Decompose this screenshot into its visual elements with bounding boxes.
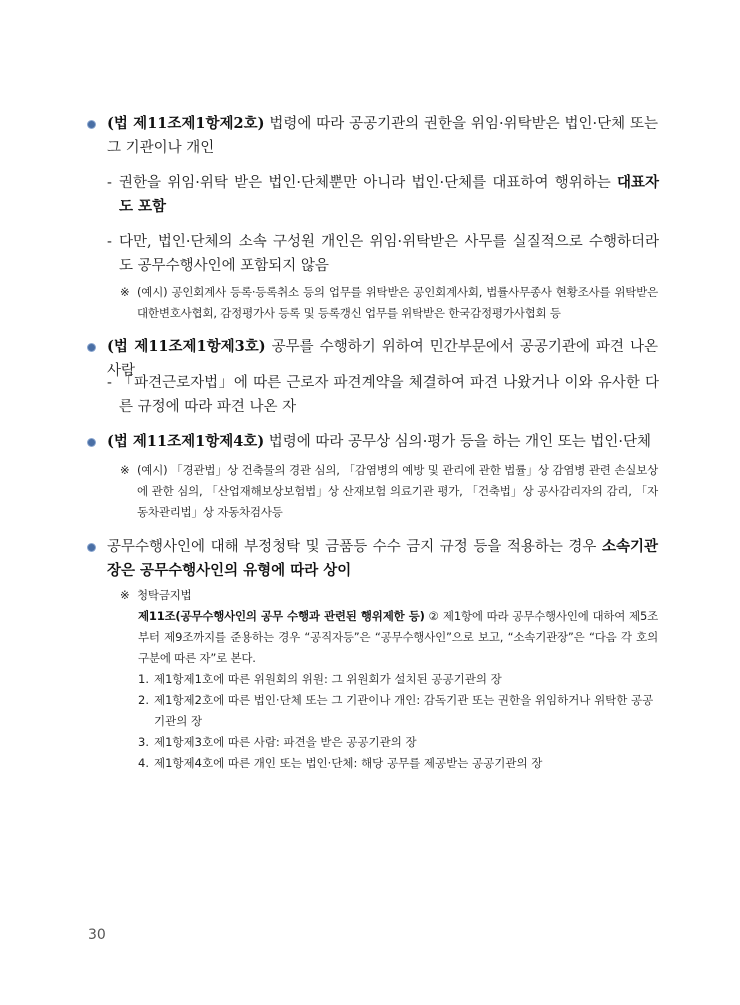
law-item	[138, 669, 658, 690]
dash-text: 「파견근로자법」에 따른 근로자 파견계약을 체결하여 파견 나왔거나 이와 유사한 다른 규정에 따라 파견 나온 자	[119, 375, 659, 415]
dash-text: 다만, 법인·단체의 소속 구성원 개인은 위임·위탁받은 사무를 실질적으로 수행하더라도 공무수행사인에 포함되지 않음	[119, 234, 659, 274]
law-reference: (법 제11조제1항제4호)	[107, 433, 265, 450]
section-1-dash-2	[107, 230, 659, 278]
bullet-description: 법령에 따라 공공기관의 권한을 위임·위탁받은 법인·단체 또는 그 기관이나 개인	[107, 116, 658, 156]
bullet-description: 공무수행사인에 대해 부정청탁 및 금품등 수수 금지 규정 등을 적용하는 경우	[107, 539, 602, 555]
law-item	[138, 732, 658, 753]
law-item	[138, 690, 658, 732]
dash-bold-text: 대표자도 포함	[119, 174, 659, 215]
law-article-title: 제11조(공무수행사인의 공무 수행과 관련된 행위제한 등)	[138, 609, 425, 623]
bullet-icon	[88, 544, 95, 551]
section-1-text	[107, 112, 658, 160]
law-item-text: 제1항제1호에 따른 위원회의 위원: 그 위원회가 설치된 공공기관의 장	[154, 672, 502, 686]
note-text: (예시) 공인회계사 등록·등록취소 등의 업무를 위탁받은 공인회계사회, 법률사무종사 현황조사를 위탁받은 대한변호사협회, 감정평가사 등록 및 등록갱신 업무를 위탁받은 한국감정평가사협회 등	[137, 285, 658, 320]
section-2-dash-1	[107, 371, 659, 419]
dash-marker: -	[107, 175, 112, 191]
dash-marker: -	[107, 375, 112, 391]
note-text: (예시) 「경관법」상 건축물의 경관 심의, 「감염병의 예방 및 관리에 관한 법률」상 감염병 관련 손실보상에 관한 심의, 「산업재해보상보험법」상 산재보험 의료기관 평가, 「건축법」상 공사감리자의 감리, 「자동차관리법」상 자동차검사등	[137, 463, 658, 519]
bullet-icon	[88, 344, 95, 351]
law-item-number: 3.	[138, 735, 149, 749]
section-1-note	[120, 282, 658, 324]
bullet-description: 공무를 수행하기 위하여 민간부문에서 공공기관에 파견 나온 사람	[107, 339, 658, 379]
law-quote-body	[138, 606, 658, 669]
law-item	[138, 753, 658, 774]
note-marker: ※	[120, 285, 130, 299]
section-3	[88, 430, 658, 454]
section-4-note	[120, 585, 658, 606]
law-article-text: ② 제1항에 따라 공무수행사인에 대하여 제5조부터 제9조까지를 준용하는 경우 “공직자등”은 “공무수행사인”으로 보고, “소속기관장”은 “다음 각 호의 구분에 따른 자”로 본다.	[138, 609, 658, 665]
law-item-text: 제1항제4호에 따른 개인 또는 법인·단체: 해당 공무를 제공받는 공공기관의 장	[154, 756, 543, 770]
law-item-text: 제1항제2호에 따른 법인·단체 또는 그 기관이나 개인: 감독기관 또는 권한을 위임하거나 위탁한 공공기관의 장	[154, 693, 654, 728]
section-4	[88, 535, 658, 583]
bullet-description: 법령에 따라 공무상 심의·평가 등을 하는 개인 또는 법인·단체	[264, 434, 652, 450]
law-item-number: 4.	[138, 756, 149, 770]
dash-marker: -	[107, 234, 112, 250]
section-3-text	[107, 430, 658, 454]
law-quote	[138, 606, 658, 774]
page-number: 30	[88, 927, 106, 943]
dash-text: 권한을 위임·위탁 받은 법인·단체뿐만 아니라 법인·단체를 대표하여 행위하는	[119, 175, 617, 191]
bullet-icon	[88, 439, 95, 446]
law-item-number: 1.	[138, 672, 149, 686]
note-text: 청탁금지법	[137, 588, 192, 602]
law-reference: (법 제11조제1항제3호)	[107, 338, 266, 355]
law-item-text: 제1항제3호에 따른 사람: 파견을 받은 공공기관의 장	[154, 735, 417, 749]
law-item-number: 2.	[138, 693, 149, 707]
note-marker: ※	[120, 588, 130, 602]
bullet-bold-conclusion: 소속기관장은 공무수행사인의 유형에 따라 상이	[107, 538, 658, 579]
section-1	[88, 112, 658, 160]
section-3-note	[120, 460, 658, 523]
law-reference: (법 제11조제1항제2호)	[107, 115, 265, 132]
note-marker: ※	[120, 463, 130, 477]
bullet-icon	[88, 121, 95, 128]
section-1-dash-1	[107, 171, 659, 219]
section-4-text	[107, 535, 658, 583]
